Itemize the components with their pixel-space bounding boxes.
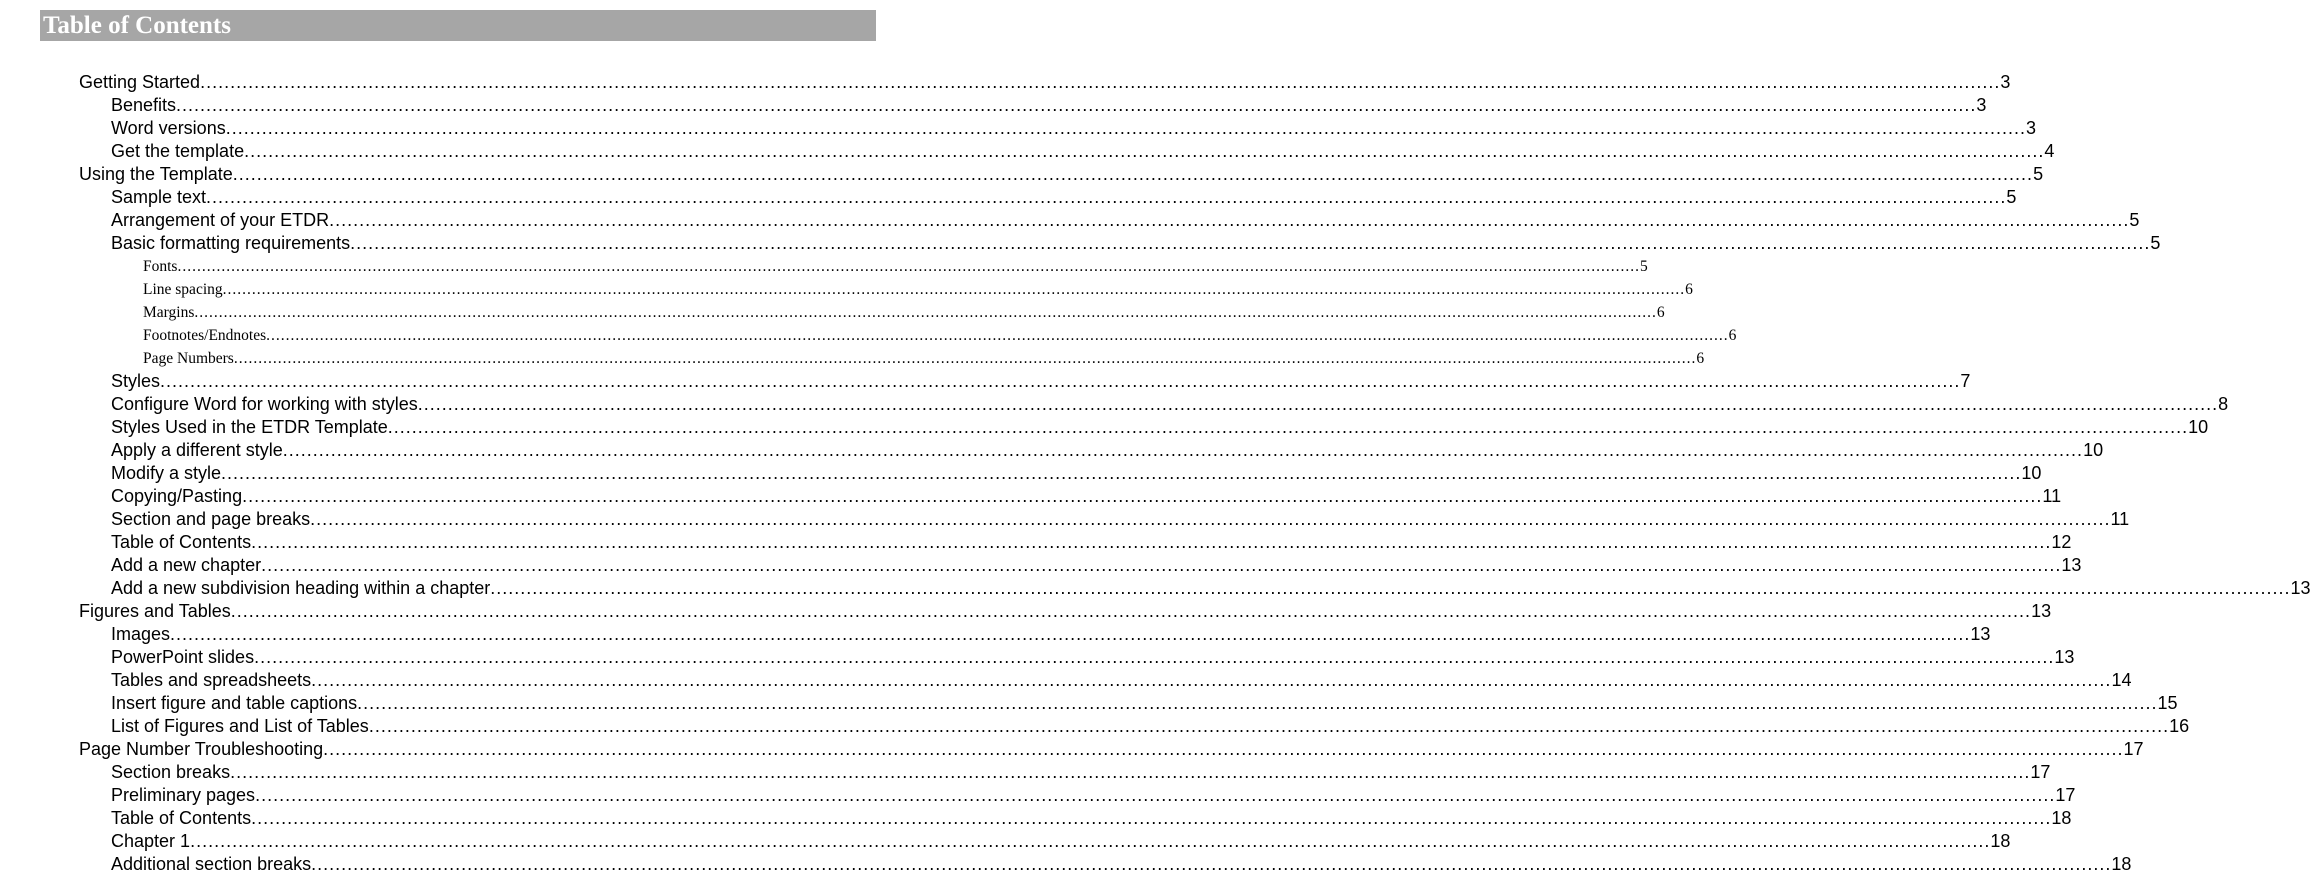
- toc-entry-level-2[interactable]: [111, 807, 2072, 830]
- toc-entry-page-number: 6: [1728, 327, 1737, 344]
- toc-entry-page-number: 17: [2055, 785, 2076, 805]
- toc-entry-label: Page Number Troubleshooting: [79, 739, 324, 759]
- toc-entry-level-2[interactable]: [111, 94, 1987, 117]
- toc-entry-level-2[interactable]: [111, 209, 2140, 232]
- toc-entry-page-number: 18: [2111, 854, 2132, 874]
- dot-leader: ............................................................................................................................................................................................................................................................................................................: [368, 716, 2170, 736]
- dot-leader: ............................................................................................................................................................................................................................................................................................................: [221, 463, 2022, 483]
- dot-leader: ............................................................................................................................................................................................................................................................................................................: [255, 785, 2056, 805]
- toc-entry-label: Images: [111, 624, 171, 644]
- toc-entry-label: Table of Contents: [111, 532, 252, 552]
- toc-entry-page-number: 5: [1639, 258, 1648, 275]
- toc-entry-level-2[interactable]: [111, 784, 2076, 807]
- toc-entry-page-number: 3: [2026, 118, 2037, 138]
- toc-entry-page-number: 10: [2083, 440, 2104, 460]
- toc-entry-page-number: 11: [2042, 486, 2062, 506]
- toc-entry-label: Insert figure and table captions: [111, 693, 358, 713]
- toc-entry-page-number: 5: [2150, 233, 2161, 253]
- toc-entry-level-3[interactable]: [143, 301, 1665, 324]
- toc-entry-level-3[interactable]: [143, 324, 1737, 347]
- toc-entry-label: Configure Word for working with styles: [111, 394, 418, 414]
- dot-leader: ............................................................................................................................................................................................................................................................................................................: [230, 601, 2032, 621]
- toc-entry-label: Preliminary pages: [111, 785, 256, 805]
- toc-entry-level-3[interactable]: [143, 255, 1648, 278]
- dot-leader: ............................................................................................................................................................................................................................................................................................................: [222, 281, 1686, 298]
- toc-entry-page-number: 13: [2054, 647, 2075, 667]
- dot-leader: ............................................................................................................................................................................................................................................................................................................: [251, 808, 2052, 828]
- dot-leader: ............................................................................................................................................................................................................................................................................................................: [350, 233, 2151, 253]
- dot-leader: ............................................................................................................................................................................................................................................................................................................: [200, 72, 2001, 92]
- toc-entry-label: Styles Used in the ETDR Template: [111, 417, 388, 437]
- toc-entry-level-1[interactable]: [79, 600, 2052, 623]
- dot-leader: ............................................................................................................................................................................................................................................................................................................: [233, 350, 1697, 367]
- toc-entry-level-2[interactable]: [111, 761, 2051, 784]
- toc-entry-page-number: 13: [2061, 555, 2082, 575]
- dot-leader: ............................................................................................................................................................................................................................................................................................................: [311, 854, 2112, 874]
- toc-entry-page-number: 10: [2021, 463, 2042, 483]
- toc-entry-page-number: 5: [2129, 210, 2140, 230]
- toc-entry-page-number: 15: [2157, 693, 2178, 713]
- toc-entry-level-3[interactable]: [143, 347, 1705, 370]
- toc-entry-level-1[interactable]: [79, 738, 2144, 761]
- toc-entry-label: Footnotes/Endnotes: [143, 327, 267, 344]
- toc-entry-page-number: 16: [2169, 716, 2190, 736]
- dot-leader: ............................................................................................................................................................................................................................................................................................................: [232, 164, 2034, 184]
- dot-leader: ............................................................................................................................................................................................................................................................................................................: [387, 417, 2189, 437]
- toc-entry-page-number: 5: [2033, 164, 2044, 184]
- toc-entry-label: Margins: [143, 304, 195, 321]
- dot-leader: ............................................................................................................................................................................................................................................................................................................: [206, 187, 2007, 207]
- dot-leader: ............................................................................................................................................................................................................................................................................................................: [176, 95, 1977, 115]
- toc-entry-page-number: 14: [2111, 670, 2132, 690]
- toc-entry-level-2[interactable]: [111, 692, 2178, 715]
- toc-entry-level-2[interactable]: [111, 117, 2037, 140]
- toc-entry-label: Figures and Tables: [79, 601, 231, 621]
- toc-entry-label: Copying/Pasting: [111, 486, 243, 506]
- toc-entry-level-2[interactable]: [111, 186, 2017, 209]
- dot-leader: ............................................................................................................................................................................................................................................................................................................: [329, 210, 2130, 230]
- toc-entry-level-2[interactable]: [111, 370, 1971, 393]
- toc-entry-level-2[interactable]: [111, 830, 2011, 853]
- toc-entry-page-number: 4: [2044, 141, 2055, 161]
- toc-entry-page-number: 18: [2051, 808, 2072, 828]
- toc-entry-level-2[interactable]: [111, 554, 2082, 577]
- toc-entry-label: Line spacing: [143, 281, 223, 298]
- toc-entry-label: Chapter 1: [111, 831, 191, 851]
- dot-leader: ............................................................................................................................................................................................................................................................................................................: [225, 118, 2027, 138]
- toc-entry-label: Table of Contents: [111, 808, 252, 828]
- toc-entry-level-2[interactable]: [111, 508, 2130, 531]
- toc-entry-level-1[interactable]: [79, 163, 2044, 186]
- toc-entry-page-number: 17: [2030, 762, 2051, 782]
- toc-entry-level-2[interactable]: [111, 485, 2062, 508]
- toc-entry-page-number: 6: [1696, 350, 1705, 367]
- dot-leader: ............................................................................................................................................................................................................................................................................................................: [230, 762, 2031, 782]
- dot-leader: ............................................................................................................................................................................................................................................................................................................: [194, 304, 1657, 321]
- toc-entry-page-number: 12: [2051, 532, 2072, 552]
- toc-entry-level-2[interactable]: [111, 669, 2132, 692]
- toc-entry-label: Sample text: [111, 187, 207, 207]
- toc-entry-level-2[interactable]: [111, 853, 2132, 876]
- toc-entry-page-number: 3: [2000, 72, 2011, 92]
- toc-entry-level-2[interactable]: [111, 416, 2209, 439]
- toc-title-bar: [40, 10, 876, 41]
- toc-entry-page-number: 11: [2110, 509, 2130, 529]
- toc-entry-page-number: 13: [2031, 601, 2052, 621]
- toc-entry-label: List of Figures and List of Tables: [111, 716, 369, 736]
- dot-leader: ............................................................................................................................................................................................................................................................................................................: [160, 371, 1961, 391]
- toc-entry-label: Section breaks: [111, 762, 231, 782]
- dot-leader: ............................................................................................................................................................................................................................................................................................................: [261, 555, 2062, 575]
- dot-leader: ............................................................................................................................................................................................................................................................................................................: [282, 440, 2084, 460]
- toc-entry-page-number: 5: [2006, 187, 2017, 207]
- toc-entry-label: Benefits: [111, 95, 177, 115]
- dot-leader: ............................................................................................................................................................................................................................................................................................................: [310, 509, 2111, 529]
- toc-entry-label: Page Numbers: [143, 350, 234, 367]
- toc-entry-label: Get the template: [111, 141, 245, 161]
- toc-entry-page-number: 17: [2123, 739, 2144, 759]
- toc-entry-label: Additional section breaks: [111, 854, 312, 874]
- toc-entry-label: Apply a different style: [111, 440, 283, 460]
- dot-leader: ............................................................................................................................................................................................................................................................................................................: [242, 486, 2043, 506]
- toc-entry-page-number: 6: [1685, 281, 1693, 298]
- toc-entry-level-2[interactable]: [111, 715, 2190, 738]
- toc-entry-page-number: 8: [2218, 394, 2229, 414]
- toc-entry-level-2[interactable]: [111, 439, 2104, 462]
- dot-leader: ............................................................................................................................................................................................................................................................................................................: [417, 394, 2219, 414]
- toc-entry-page-number: 6: [1656, 304, 1665, 321]
- toc-entry-label: Section and page breaks: [111, 509, 311, 529]
- dot-leader: ............................................................................................................................................................................................................................................................................................................: [490, 578, 2291, 598]
- toc-entry-label: Modify a style: [111, 463, 222, 483]
- page-title: Table of Contents: [43, 12, 231, 39]
- toc-entry-level-2[interactable]: [111, 623, 1991, 646]
- toc-entry-level-1[interactable]: [79, 71, 2011, 94]
- toc-entry-level-2[interactable]: [111, 232, 2161, 255]
- toc-entry-level-2[interactable]: [111, 531, 2072, 554]
- toc-entry-level-2[interactable]: [111, 646, 2075, 669]
- toc-entry-label: Arrangement of your ETDR: [111, 210, 330, 230]
- dot-leader: ............................................................................................................................................................................................................................................................................................................: [357, 693, 2158, 713]
- toc-entry-page-number: 7: [1960, 371, 1971, 391]
- dot-leader: ............................................................................................................................................................................................................................................................................................................: [266, 327, 1729, 344]
- dot-leader: ............................................................................................................................................................................................................................................................................................................: [244, 141, 2045, 161]
- dot-leader: ............................................................................................................................................................................................................................................................................................................: [170, 624, 1971, 644]
- toc-entry-level-2[interactable]: [111, 462, 2042, 485]
- toc-entry-level-2[interactable]: [111, 577, 2311, 600]
- toc-entry-label: PowerPoint slides: [111, 647, 255, 667]
- toc-entry-label: Add a new chapter: [111, 555, 262, 575]
- toc-entry-level-2[interactable]: [111, 393, 2229, 416]
- toc-entry-label: Getting Started: [79, 72, 201, 92]
- toc-entry-page-number: 13: [2290, 578, 2311, 598]
- toc-entry-label: Word versions: [111, 118, 226, 138]
- toc-entry-label: Fonts: [143, 258, 178, 275]
- toc-entry-page-number: 10: [2188, 417, 2209, 437]
- toc-entry-label: Tables and spreadsheets: [111, 670, 312, 690]
- dot-leader: ............................................................................................................................................................................................................................................................................................................: [323, 739, 2124, 759]
- dot-leader: ............................................................................................................................................................................................................................................................................................................: [254, 647, 2055, 667]
- toc-entry-level-2[interactable]: [111, 140, 2055, 163]
- toc-entry-level-3[interactable]: [143, 278, 1693, 301]
- toc-entry-page-number: 18: [1990, 831, 2011, 851]
- dot-leader: ............................................................................................................................................................................................................................................................................................................: [190, 831, 1991, 851]
- toc-entry-label: Add a new subdivision heading within a chapter: [111, 578, 491, 598]
- dot-leader: ............................................................................................................................................................................................................................................................................................................: [251, 532, 2052, 552]
- toc-entry-page-number: 3: [1976, 95, 1987, 115]
- toc-entry-label: Styles: [111, 371, 161, 391]
- toc-entry-label: Basic formatting requirements: [111, 233, 351, 253]
- dot-leader: ............................................................................................................................................................................................................................................................................................................: [311, 670, 2112, 690]
- toc-entry-label: Using the Template: [79, 164, 233, 184]
- toc-entry-page-number: 13: [1970, 624, 1991, 644]
- dot-leader: ............................................................................................................................................................................................................................................................................................................: [177, 258, 1640, 275]
